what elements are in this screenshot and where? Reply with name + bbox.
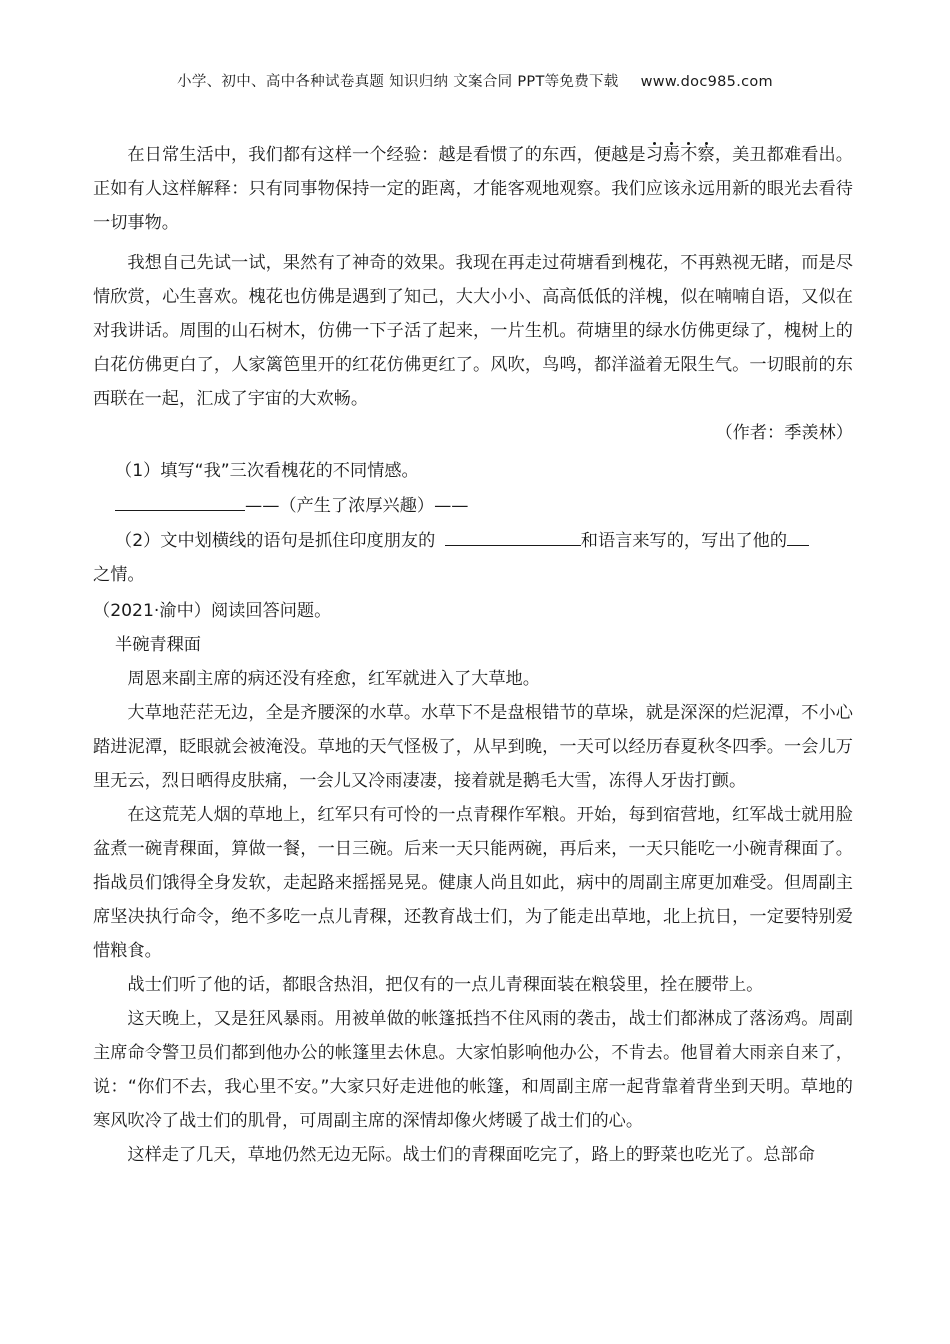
answer-blank-3[interactable] bbox=[787, 523, 809, 546]
section-2-paragraph: 在这荒芜人烟的草地上，红军只有可怜的一点青稞作军粮。开始，每到宿营地，红军战士就用脸盆煮一碗青稞面，算做一餐，一日三碗。后来一天只能两碗，再后来，一天只能吃一小碗青稞面了。指战员们饿得全身发软，走起路来摇摇晃晃。健康人尚且如此，病中的周副主席更加难受。但周副主席坚决执行命令，绝不多吃一点儿青稞，还教育战士们，为了能走出草地，北上抗日，一定要特别爱惜粮食。 bbox=[93, 805, 853, 961]
emphasized-word: 习焉不察 bbox=[645, 145, 715, 165]
passage1-paragraph-1: 在日常生活中，我们都有这样一个经验：越是看惯了的东西，便越是习焉不察，美丑都难看出。正如有人这样解释：只有同事物保持一定的距离，才能客观地观察。我们应该永远用新的眼光去看待一切事物。 bbox=[93, 145, 853, 233]
question-1: （1）填写“我”三次看槐花的不同情感。 bbox=[115, 461, 419, 481]
passage1-paragraph-2: 我想自己先试一试，果然有了神奇的效果。我现在再走过荷塘看到槐花，不再熟视无睹，而是尽情欣赏，心生喜欢。槐花也仿佛是遇到了知己，大大小小、高高低低的洋槐，似在喃喃自语，又似在对我讲话。周围的山石树木，仿佛一下子活了起来，一片生机。荷塘里的绿水仿佛更绿了，槐树上的白花仿佛更白了，人家篱笆里开的红花仿佛更红了。风吹，鸟鸣，都洋溢着无限生气。一切眼前的东西联在一起，汇成了宇宙的大欢畅。 bbox=[93, 253, 853, 409]
page-header bbox=[0, 70, 950, 91]
header-url[interactable]: www.doc985.com bbox=[640, 74, 773, 90]
question-2-end: 之情。 bbox=[93, 565, 145, 585]
answer-blank-1[interactable] bbox=[115, 488, 245, 511]
question-2: （2）文中划横线的语句是抓住印度朋友的 和语言来写的，写出了他的 bbox=[93, 523, 853, 558]
question-1-answer-line: ——（产生了浓厚兴趣）—— bbox=[93, 488, 853, 523]
section-2-paragraph: 这天晚上，又是狂风暴雨。用被单做的帐篷抵挡不住风雨的袭击，战士们都淋成了落汤鸡。周副主席命令警卫员们都到他办公的帐篷里去休息。大家怕影响他办公，不肯去。他冒着大雨亲自来了，说：“你们不去，我心里不安。”大家只好走进他的帐篷，和周副主席一起背靠着背坐到天明。草地的寒风吹冷了战士们的肌骨，可周副主席的深情却像火烤暖了战士们的心。 bbox=[93, 1009, 853, 1131]
section-2-source: （2021·渝中）阅读回答问题。 bbox=[93, 601, 332, 621]
author-line: （作者：季羡林） bbox=[715, 423, 853, 443]
section-2-paragraph: 这样走了几天，草地仍然无边无际。战士们的青稞面吃完了，路上的野菜也吃光了。总部命 bbox=[127, 1145, 815, 1165]
section-2-title: 半碗青稞面 bbox=[115, 635, 201, 655]
answer-blank-2[interactable] bbox=[445, 523, 581, 546]
section-2-paragraph: 战士们听了他的话，都眼含热泪，把仅有的一点儿青稞面装在粮袋里，拴在腰带上。 bbox=[127, 975, 764, 995]
header-text: 小学、初中、高中各种试卷真题 知识归纳 文案合同 PPT等免费下载 bbox=[177, 74, 619, 90]
content bbox=[93, 138, 853, 1172]
section-2-paragraph: 大草地茫茫无边，全是齐腰深的水草。水草下不是盘根错节的草垛，就是深深的烂泥潭，不小心踏进泥潭，眨眼就会被淹没。草地的天气怪极了，从早到晚，一天可以经历春夏秋冬四季。一会儿万里无云，烈日晒得皮肤痛，一会儿又冷雨凄凄，接着就是鹅毛大雪，冻得人牙齿打颤。 bbox=[93, 703, 853, 791]
section-2-paragraph: 周恩来副主席的病还没有痊愈，红军就进入了大草地。 bbox=[127, 669, 540, 689]
